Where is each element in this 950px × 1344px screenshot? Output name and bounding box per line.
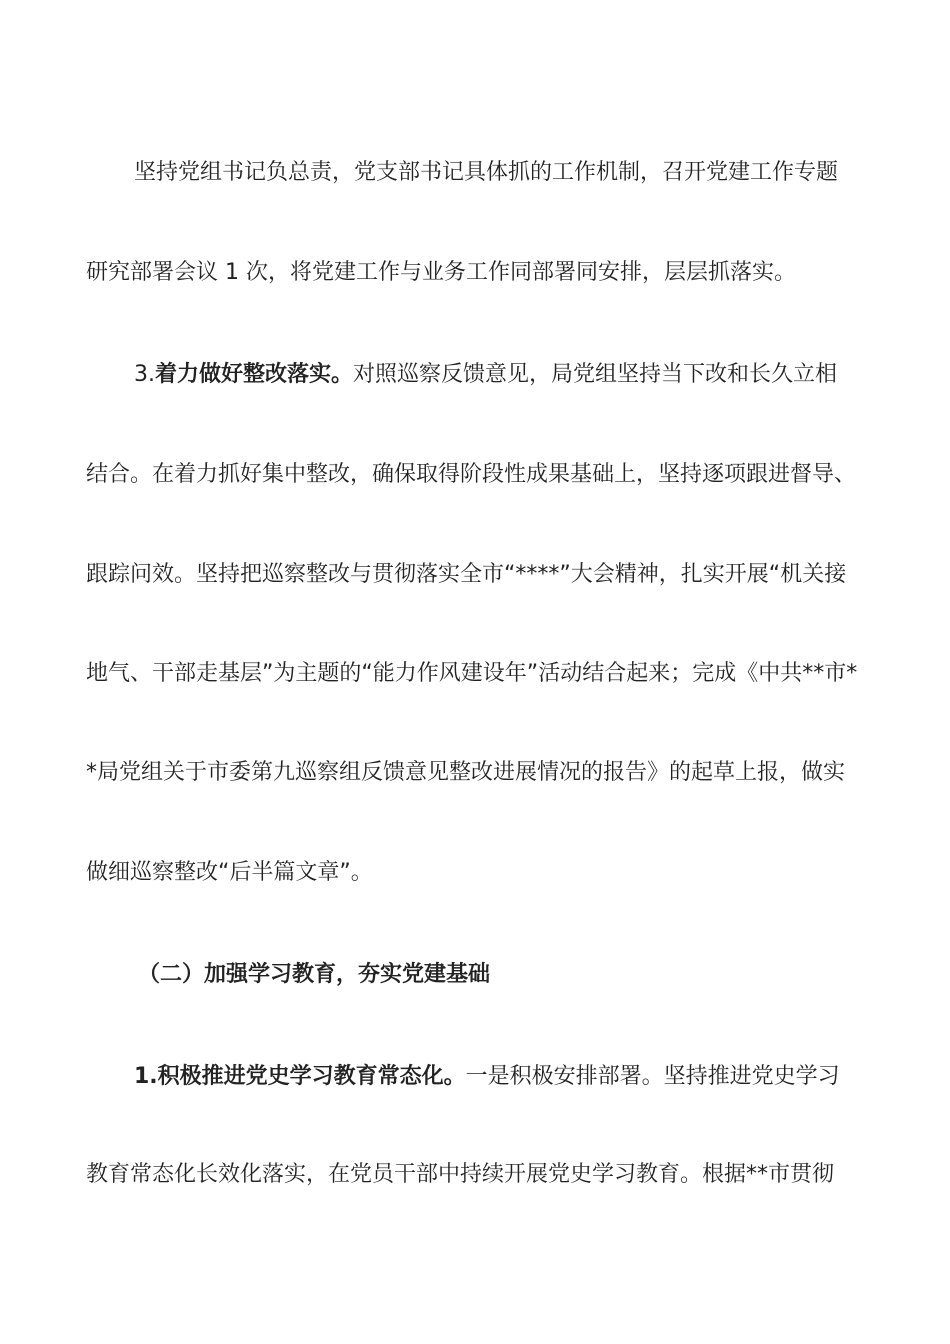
paragraph-1-line-1 (134, 158, 866, 188)
section-heading (138, 960, 866, 990)
paragraph-2-text-3: 跟踪问效。坚持把巡察整改与贯彻落实全市“****”大会精神，扎实开展“机关接 (86, 562, 847, 587)
paragraph-2-text-2: 结合。在着力抓好集中整改，确保取得阶段性成果基础上，坚持逐项跟进督导、 (86, 462, 857, 487)
paragraph-2-line-1 (134, 360, 866, 390)
paragraph-3-bold-lead: 1.积极推进党史学习教育常态化。 (134, 1064, 466, 1089)
paragraph-3-line-2 (86, 1160, 866, 1190)
paragraph-3-text-2: 教育常态化长效化落实，在党员干部中持续开展党史学习教育。根据**市贯彻 (86, 1162, 835, 1187)
paragraph-2-bold-lead: 着力做好整改落实。 (155, 362, 354, 387)
paragraph-1-line-2 (86, 258, 866, 288)
paragraph-2-text-6: 做细巡察整改“后半篇文章”。 (86, 860, 373, 885)
paragraph-2-line-5 (86, 758, 866, 788)
paragraph-3-line-1 (134, 1062, 866, 1092)
paragraph-1-text-1: 坚持党组书记负总责，党支部书记具体抓的工作机制，召开党建工作专题 (134, 160, 839, 185)
paragraph-1-text-2: 研究部署会议 1 次，将党建工作与业务工作同部署同安排，层层抓落实。 (86, 260, 796, 285)
paragraph-2-line-6 (86, 858, 866, 888)
paragraph-2-text-5: *局党组关于市委第九巡察组反馈意见整改进展情况的报告》的起草上报，做实 (86, 760, 846, 785)
paragraph-2-line-2 (86, 460, 866, 490)
paragraph-2-text-4: 地气、干部走基层”为主题的“能力作风建设年”活动结合起来；完成《中共**市* (86, 661, 858, 686)
paragraph-2-line-3 (86, 560, 866, 590)
paragraph-2-line-4 (86, 659, 866, 689)
paragraph-2-text-1: 对照巡察反馈意见，局党组坚持当下改和长久立相 (353, 362, 838, 387)
section-heading-text: （二）加强学习教育，夯实党建基础 (138, 962, 491, 987)
paragraph-3-text-1: 一是积极安排部署。坚持推进党史学习 (465, 1064, 840, 1089)
paragraph-2-number: 3. (134, 362, 155, 387)
